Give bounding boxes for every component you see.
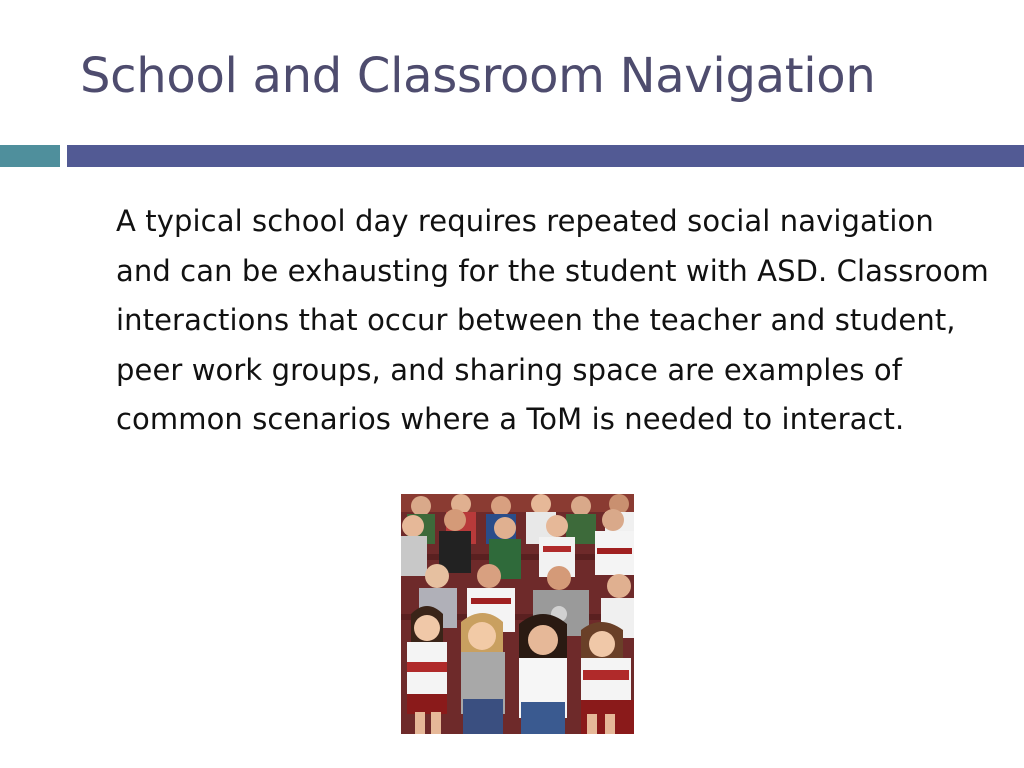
students-group-photo: [401, 494, 634, 734]
slide-body-text: A typical school day requires repeated social navigation and can be exhausting for the student with ASD. Classroom interactions that occur between the teacher and student, peer work groups, and sharing space are examples of common scenarios where a ToM is needed to interact.: [116, 204, 989, 436]
accent-bar-left: [0, 145, 60, 167]
accent-bar-right: [67, 145, 1024, 167]
slide-title: School and Classroom Navigation: [80, 48, 876, 104]
students-photo-illustration: [401, 494, 634, 734]
